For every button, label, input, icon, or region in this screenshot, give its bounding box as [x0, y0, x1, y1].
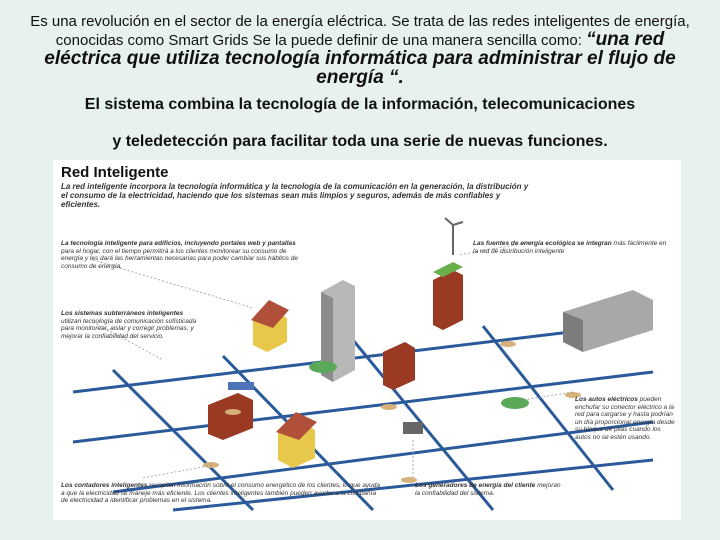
callout-renewables — [473, 240, 673, 255]
callout-generators-title: Los generadores de energía del cliente — [415, 482, 536, 489]
callout-electric-cars-title: Los autos eléctricos — [575, 396, 638, 403]
callout-renewables-title: Las fuentes de energía ecológica se integran — [473, 240, 612, 247]
system-description-line1: El sistema combina la tecnología de la información, telecomunicaciones — [84, 96, 636, 113]
intro-text: Es una revolución en el sector de la energía eléctrica. Se trata de las redes inteligentes de energía, conocidas como Smart Grids Se la puede definir de una manera sencilla como: — [30, 13, 690, 49]
callout-electric-cars — [575, 396, 675, 441]
callout-underground-body: utilizan tecnología de comunicación sofisticada para monitorear, aislar y corregir problemas, y mejorar la confiabilidad del servicio. — [61, 317, 197, 340]
house-icon-bottom — [276, 412, 317, 468]
electric-car-icon-2 — [501, 397, 529, 409]
wind-turbine-icon — [445, 218, 463, 255]
callout-smart-meters-title: Los contadores inteligentes — [61, 482, 148, 489]
apartment-building-icon — [208, 393, 253, 440]
callout-smart-buildings-body: para el hogar, con el tiempo permitirá a los clientes monitorear su consumo de energía y les dará las herramientas necesarias para poder cambiar sus hábitos de consumo de energía. — [61, 247, 299, 270]
house-icon-top — [251, 300, 289, 352]
figure-subtitle: La red inteligente incorpora la tecnología informática y la tecnología de la comunicación en la generación, la distribución y el consumo de la electricidad, haciendo que los sistemas sean más limpios y seguros, además de más confiables y eficientes. — [61, 182, 529, 209]
callout-underground-systems — [61, 310, 201, 340]
red-building-icon — [383, 342, 415, 390]
factory-icon — [563, 290, 653, 352]
callout-underground-title: Los sistemas subterráneos inteligentes — [61, 310, 184, 317]
callout-customer-generators — [415, 482, 565, 497]
figure-title: Red Inteligente — [61, 164, 169, 181]
smart-grid-illustration — [53, 160, 681, 520]
system-description-line2: y teledetección para facilitar toda una serie de nuevas funciones. — [112, 133, 608, 150]
callout-smart-buildings — [61, 240, 301, 270]
callout-smart-meters-body: recopilan información sobre el consumo energético de los clientes, lo que ayuda a que la electricidad se maneje más eficiente. Los clientes inteligentes también pueden ayudar a la compañía de electricidad a identificar problemas en el sistema. — [61, 482, 381, 504]
callout-smart-meters — [61, 482, 381, 505]
callout-smart-buildings-title: La tecnología inteligente para edificios, incluyendo portales web y pantallas — [61, 240, 296, 247]
callout-generators-body: mejoran la confiabilidad del sistema. — [415, 482, 561, 497]
green-roof-building-icon — [433, 262, 463, 330]
intro-definition: “una red eléctrica que utiliza tecnología informática para administrar el flujo de energía “. — [44, 29, 676, 88]
solar-panel-icon — [228, 382, 254, 390]
electric-car-icon-1 — [309, 361, 337, 373]
customer-generator-icon — [403, 422, 423, 434]
intro-paragraph — [30, 14, 690, 87]
smart-grid-drawing — [53, 160, 681, 520]
callout-electric-cars-body: pueden enchufar su conector eléctrico a la red para cargarse y hasta podrían un día proporcionar energía desde su bloque de pilas cuando los autos no se estén usando. — [575, 396, 675, 441]
callout-renewables-body: más fácilmente en la red de distribución inteligente — [473, 240, 667, 255]
